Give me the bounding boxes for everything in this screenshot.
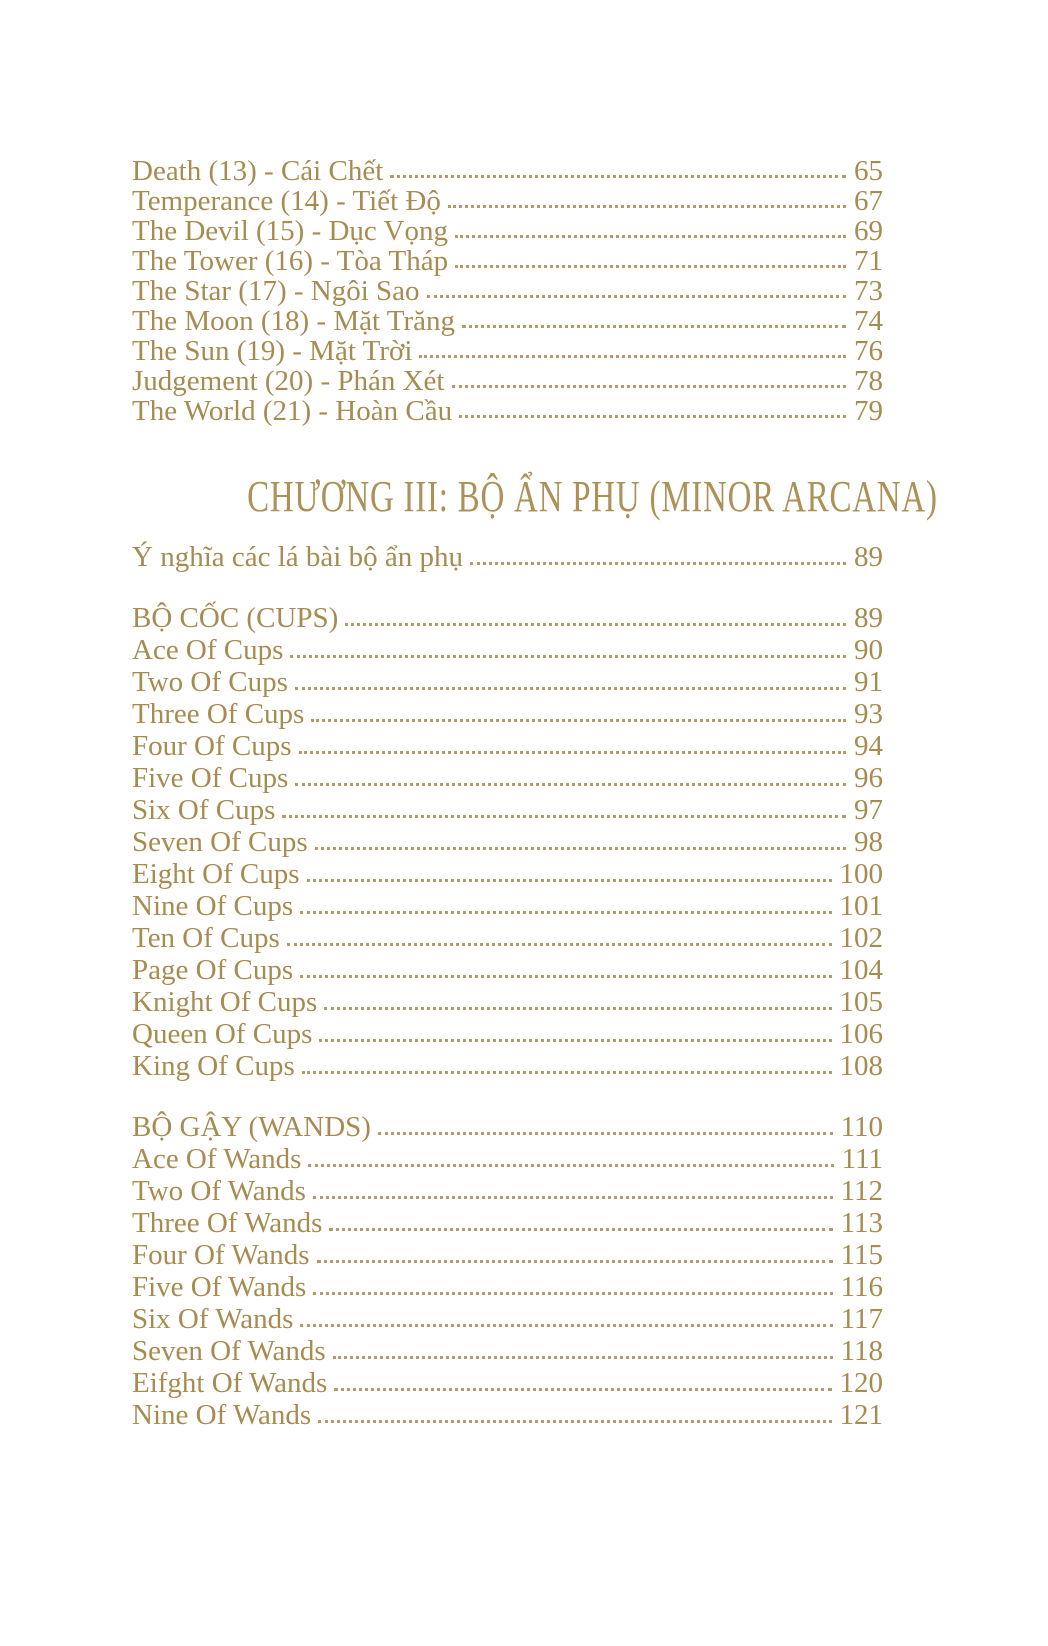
toc-entry-label: Knight Of Cups [132,986,318,1018]
toc-entry [132,826,883,858]
toc-entry [132,762,883,794]
dot-leader [295,783,846,786]
dot-leader [419,355,846,358]
toc-entry-label: Page Of Cups [132,954,294,986]
toc-entry [132,306,883,336]
toc-entry-label: King Of Cups [132,1050,295,1082]
dot-leader [462,325,846,328]
toc-entry-page: 91 [854,666,883,698]
toc-entry-page: 105 [839,986,883,1018]
section-header [132,602,883,634]
toc-entry-page: 121 [839,1399,883,1431]
toc-entry-page: 90 [854,634,883,666]
cups-section [132,602,883,1082]
toc-entry [132,1399,883,1431]
dot-leader [319,1039,831,1042]
toc-entry-label: Queen Of Cups [132,1018,313,1050]
dot-leader [345,623,846,626]
toc-entry [132,186,883,216]
dot-leader [317,1260,833,1263]
dot-leader [300,975,831,978]
dot-leader [427,295,846,298]
toc-entry-label: Temperance (14) - Tiết Độ [132,185,441,217]
toc-entry [132,396,883,426]
dot-leader [313,1196,833,1199]
toc-entry-page: 113 [840,1207,883,1239]
toc-entry-page: 117 [840,1303,883,1335]
toc-entry-label: Four Of Cups [132,730,292,762]
toc-entry [132,1018,883,1050]
dot-leader [299,751,846,754]
toc-entry-page: 73 [854,275,883,307]
section-header-label: BỘ GẬY (WANDS) [132,1111,371,1143]
toc-entry [132,1367,883,1399]
toc-entry-label: Seven Of Cups [132,826,308,858]
toc-entry-label: Ace Of Cups [132,634,284,666]
toc-entry-label: Two Of Cups [132,666,288,698]
toc-entry [132,1335,883,1367]
dot-leader [282,815,846,818]
toc-entry-page: 76 [854,335,883,367]
dot-leader [455,265,846,268]
section-header-page: 110 [840,1111,883,1143]
chapter-heading-text: CHƯƠNG III: BỘ ẨN PHỤ (MINOR ARCANA) [247,472,938,521]
toc-entry-page: 78 [854,365,883,397]
toc-entry [132,890,883,922]
toc-entry-page: 65 [854,155,883,187]
toc-entry-page: 106 [839,1018,883,1050]
toc-entry-label: Nine Of Wands [132,1399,312,1431]
toc-entry-label: The Tower (16) - Tòa Tháp [132,245,449,277]
toc-entry-label: Ace Of Wands [132,1143,302,1175]
toc-entry-label: The Devil (15) - Dục Vọng [132,215,448,247]
toc-entry [132,698,883,730]
dot-leader [315,847,846,850]
toc-entry [132,1143,883,1175]
dot-leader [452,385,847,388]
toc-entry-page: 115 [840,1239,883,1271]
toc-entry [132,986,883,1018]
toc-entry [132,1175,883,1207]
toc-entry-label: Four Of Wands [132,1239,310,1271]
dot-leader [324,1007,831,1010]
toc-entry [132,276,883,306]
dot-leader [329,1228,832,1231]
dot-leader [448,205,846,208]
section-header-label: BỘ CỐC (CUPS) [132,602,339,634]
dot-leader [334,1388,831,1391]
toc-entry-page: 79 [854,395,883,427]
dot-leader [333,1356,833,1359]
major-arcana-block [132,156,883,426]
toc-entry-label: Five Of Cups [132,762,289,794]
toc-entry-label: The Sun (19) - Mặt Trời [132,335,413,367]
toc-entry-label: Eight Of Cups [132,858,300,890]
toc-entry [132,336,883,366]
toc-entry [132,634,883,666]
toc-entry [132,1050,883,1082]
toc-entry-label: Three Of Cups [132,698,305,730]
toc-entry-page: 100 [839,858,883,890]
toc-entry-label: Judgement (20) - Phán Xét [132,365,445,397]
toc-entry [132,541,883,573]
toc-entry [132,1207,883,1239]
toc-entry-page: 71 [854,245,883,277]
toc-entry-page: 94 [854,730,883,762]
toc-entry-page: 97 [854,794,883,826]
dot-leader [390,175,846,178]
toc-entry-page: 111 [841,1143,883,1175]
toc-entry [132,1239,883,1271]
toc-entry [132,922,883,954]
dot-leader [302,1071,832,1074]
toc-entry-page: 89 [854,541,883,573]
dot-leader [307,879,832,882]
toc-entry [132,246,883,276]
dot-leader [459,415,846,418]
dot-leader [318,1420,831,1423]
toc-entry [132,156,883,186]
toc-entry-label: Seven Of Wands [132,1335,326,1367]
toc-entry-page: 93 [854,698,883,730]
dot-leader [290,655,846,658]
dot-leader [295,687,846,690]
toc-entry-label: Six Of Cups [132,794,276,826]
toc-entry-page: 102 [839,922,883,954]
toc-entry-label: Six Of Wands [132,1303,294,1335]
toc-entry-page: 74 [854,305,883,337]
toc-entry-label: The Moon (18) - Mặt Trăng [132,305,456,337]
toc-entry [132,730,883,762]
toc-entry [132,1303,883,1335]
dot-leader [313,1292,832,1295]
toc-entry-label: Five Of Wands [132,1271,307,1303]
toc-entry-page: 67 [854,185,883,217]
section-header [132,1111,883,1143]
toc-entry-page: 101 [839,890,883,922]
toc-entry [132,216,883,246]
dot-leader [470,562,846,565]
toc-entry-page: 118 [840,1335,883,1367]
section-header-page: 89 [854,602,883,634]
dot-leader [455,235,846,238]
toc-entry-page: 69 [854,215,883,247]
toc-entry [132,954,883,986]
dot-leader [300,1324,832,1327]
toc-entry-label: Death (13) - Cái Chết [132,155,384,187]
toc-entry [132,858,883,890]
toc-entry-label: Ten Of Cups [132,922,280,954]
toc-entry-page: 116 [840,1271,883,1303]
dot-leader [300,911,831,914]
toc-entry-page: 98 [854,826,883,858]
dot-leader [308,1164,833,1167]
toc-entry-label: Ý nghĩa các lá bài bộ ẩn phụ [132,541,463,573]
toc-entry-label: The Star (17) - Ngôi Sao [132,275,420,307]
toc-entry-label: The World (21) - Hoàn Cầu [132,395,453,427]
wands-section [132,1111,883,1431]
toc-entry-page: 108 [839,1050,883,1082]
toc-entry-page: 104 [839,954,883,986]
toc-entry-page: 96 [854,762,883,794]
toc-entry-label: Two Of Wands [132,1175,306,1207]
toc-entry-label: Three Of Wands [132,1207,323,1239]
toc-entry-page: 112 [840,1175,883,1207]
toc-entry-label: Nine Of Cups [132,890,294,922]
toc-entry [132,794,883,826]
toc-entry [132,366,883,396]
dot-leader [378,1132,833,1135]
chapter-heading [132,470,938,534]
toc-entry [132,1271,883,1303]
toc-entry [132,666,883,698]
toc-entry-label: Eifght Of Wands [132,1367,328,1399]
dot-leader [311,719,846,722]
toc-entry-page: 120 [839,1367,883,1399]
dot-leader [287,943,832,946]
